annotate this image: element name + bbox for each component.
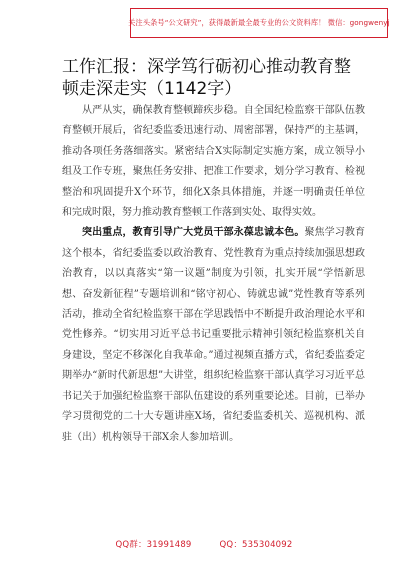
document-title: 工作汇报：深学笃行砺初心推动教育整顿走深走实（1142字） [62,57,351,99]
footer-contact [0,538,408,550]
paragraph-2-heading: 突出重点，教育引导广大党员干部永葆忠诚本色。 [82,227,305,239]
document-body [62,101,365,448]
qq-group: QQ群：31991489 [115,540,192,550]
paragraph-1: 从严从实，确保教育整顿蹄疾步稳。自全国纪检监察干部队伍教育整顿开展后，省纪委监委迅速行动、周密部署，保持严的主基调，推动各项任务落细落实。紧密结合X实际制定实施方案，成立领导小组及工作专班，聚焦任务安排、把准工作要求，划分学习教育、检视整治和巩固提升X个环节，细化X条具体措施，并逐一明确责任单位和完成时限，努力推动教育整顿工作落到实处、取得实效。 [62,105,365,219]
promo-banner-text: 关注头条号“公文研究”，获得最新最全最专业的公文资料库！ 微信：gongwenyj [128,18,390,27]
paragraph-2-text: 聚焦学习教育这个根本，省纪委监委以政治教育、党性教育为重点持续加强思想政治教育，以以真落实“第一议题”制度为引领，扎实开展“学悟新思想、奋发新征程”专题培训和“铭守初心、铸就忠诚”党性教育等系列活动，推动全省纪检监察干部在学思践悟中不断提升政治理论水平和党性修养。“切实用习近平总书记重要批示精神引领纪检监察机关自身建设，坚定不移深化自我革命。”通过视频直播方式，省纪委监委定期举办“新时代新思想”大讲堂，组织纪检监察干部认真学习习近平总书记关于加强纪检监察干部队伍建设的系列重要论述。目前，已举办学习贯彻党的二十大专题讲座X场，省纪委监委机关、巡视机构、派驻（出）机构领导干部X余人参加培训。 [62,227,366,443]
paragraph-2 [62,223,365,447]
promo-banner [130,8,388,38]
qq-number: QQ：535304092 [219,540,293,550]
